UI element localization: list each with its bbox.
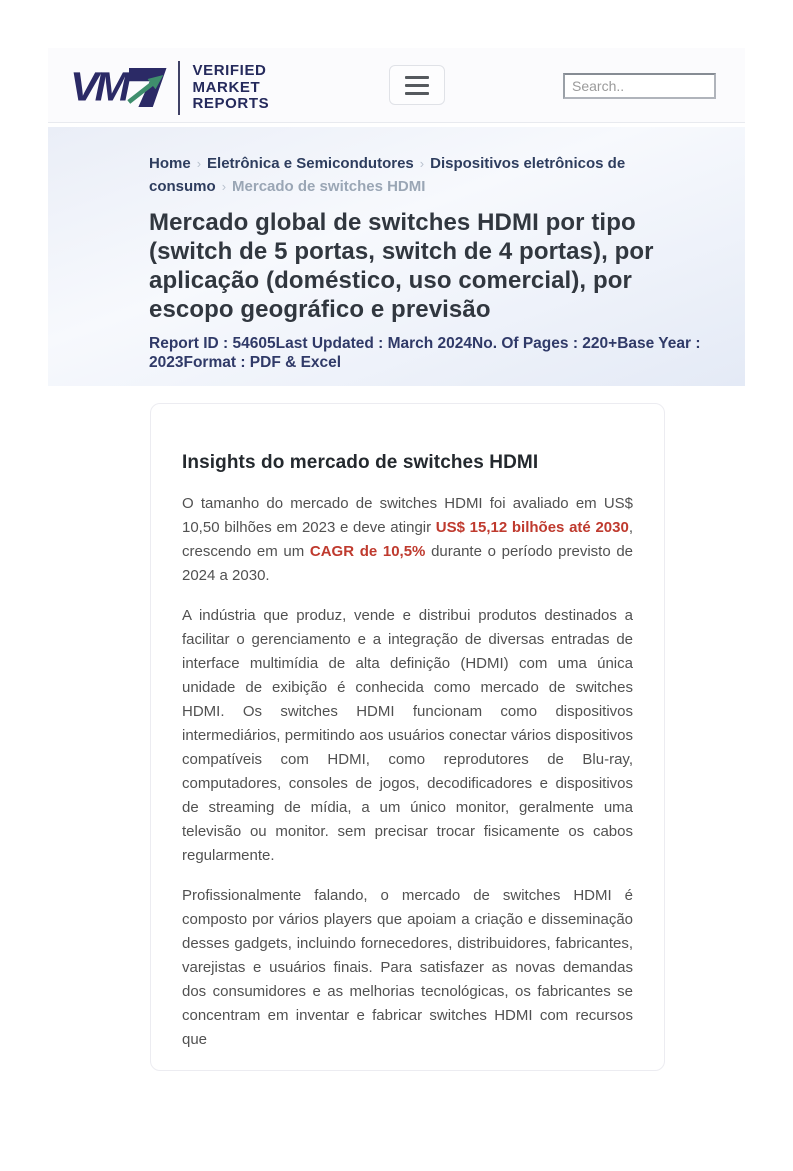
breadcrumb [149,152,669,198]
breadcrumb-link-consumer-devices[interactable]: Dispositivos eletrônicos de consumo [149,155,626,195]
page-container [48,48,745,1071]
market-size-paragraph [182,492,633,588]
hero-section [48,127,745,386]
pages-count: No. Of Pages : 220+ [472,335,618,352]
wordmark-line: MARKET [192,78,261,96]
logo-divider [178,61,180,115]
section-title: Insights do mercado de switches HDMI [182,452,539,473]
paragraph-text: durante o período previsto de 2024 a 2030. [182,543,634,584]
report-id: Report ID : 54605 [149,335,276,352]
industry-description-paragraph: A indústria que produz, vende e distribui produtos destinados a facilitar o gerenciamento e a integração de diversas entradas de interface multimídia de alta definição (HDMI) com uma única unidade de exibição é conhecida como mercado de switches HDMI. Os switches HDMI funcionam como dispositivos intermediários, permitindo aos usuários conectar vários dispositivos compatíveis com HDMI, como reprodutores de Blu-ray, computadores, consoles de jogos, decodificadores e dispositivos de streaming de mídia, a um único monitor, geralmente uma televisão ou monitor. sem precisar trocar fisicamente os cabos regularmente. [182,607,633,864]
paragraph-text: O tamanho do mercado de switches HDMI foi avaliado em US$ 10,50 bilhões em 2023 e deve atingir [182,495,633,536]
wordmark-line: REPORTS [192,95,270,113]
breadcrumb-link-home[interactable]: Home [149,155,191,172]
site-header [48,48,745,123]
report-card [150,403,665,1071]
vmr-logo[interactable] [70,61,269,115]
chevron-right-icon: › [221,179,227,194]
last-updated: Last Updated : March 2024 [275,335,473,352]
cagr-highlight: CAGR de 10,5% [309,543,426,560]
arrow-up-right-icon [129,68,167,107]
chevron-right-icon: › [196,156,202,171]
chevron-right-icon: › [419,156,425,171]
market-players-paragraph: Profissionalmente falando, o mercado de switches HDMI é composto por vários players que apoiam a criação e disseminação desses gadgets, incluindo fornecedores, distribuidores, fabricantes, varejistas e usuários finais. Para satisfazer as novas demandas dos consumidores e as melhorias tecnológicas, os fabricantes se concentram em inventar e fabricar switches HDMI com recursos que [182,887,633,1048]
report-meta [149,334,709,376]
vmr-wordmark [193,63,270,113]
page-title: Mercado global de switches HDMI por tipo (switch de 5 portas, switch de 4 portas), por aplicação (doméstico, uso comercial), por escopo geográfico e previsão [149,209,654,323]
wordmark-line: VERIFIED [192,62,267,80]
breadcrumb-current-page: Mercado de switches HDMI [232,178,426,195]
vmr-logo-mark [70,63,167,113]
search-input[interactable] [563,73,716,99]
base-year: Base Year : 2023 [149,335,701,371]
paragraph-text: , crescendo em um [182,519,633,560]
vmr-logo-letters: VM [70,64,127,110]
breadcrumb-link-electronics[interactable]: Eletrônica e Semicondutores [207,155,414,172]
forecast-value-highlight: US$ 15,12 bilhões até 2030 [435,519,629,536]
menu-toggle-button[interactable] [389,65,445,105]
report-format: Format : PDF & Excel [183,354,342,371]
hamburger-icon [405,76,429,79]
